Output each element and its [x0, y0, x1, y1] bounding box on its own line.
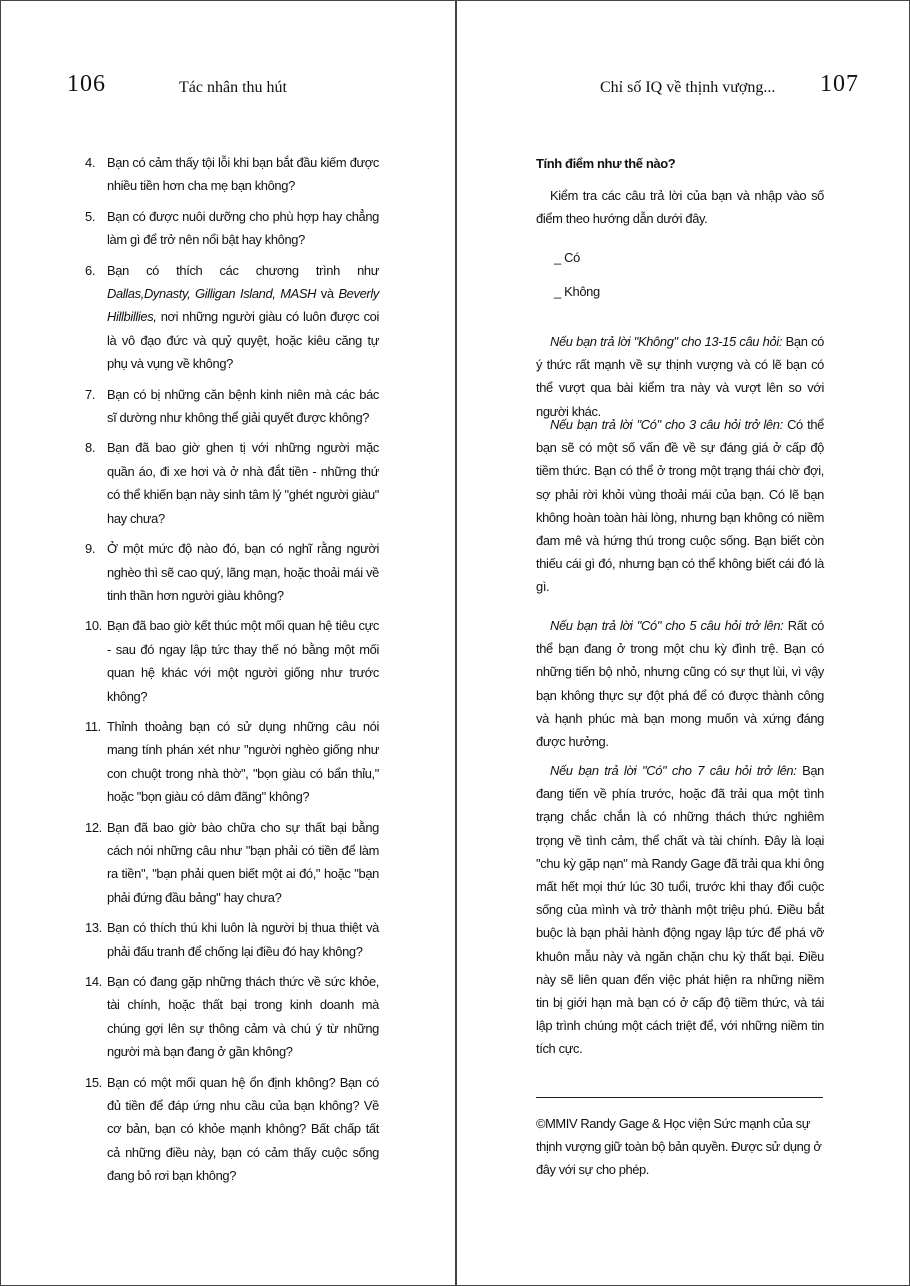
question-text: Bạn có một mối quan hệ ổn định không? Bạn có đủ tiền để đáp ứng nhu cầu của bạn không? Về cơ bản, bạn có khỏe mạnh không? Bất chấp tất cả những điều này, bạn có cảm thấy cuộc sống đang bỏ rơi bạn không? [107, 1074, 379, 1184]
result-text: Bạn có ý thức rất mạnh về sự thịnh vượng và có lẽ bạn có thể vượt qua bài kiểm tra này và vượt lên so với người khác. [536, 334, 825, 419]
show-title: Beverly Hillbillies, [107, 286, 379, 325]
question-item [85, 151, 379, 198]
question-number: 4. [85, 155, 96, 170]
question-number: 13. [85, 920, 102, 936]
question-number: 10. [85, 618, 102, 634]
instructions: Kiểm tra các câu trả lời của bạn và nhập vào số điểm theo hướng dẫn dưới đây. [536, 188, 824, 227]
question-number: 8. [85, 440, 96, 456]
question-text: Thỉnh thoảng bạn có sử dụng những câu nói mang tính phán xét như "người nghèo giống như con chuột trong nhà thờ", "bọn giàu có bẩn thỉu," hoặc "bọn giàu có dâm đãng" không? [107, 718, 379, 805]
show-titles: Dallas,Dynasty, Gilligan Island, MASH [107, 286, 317, 302]
option-no: _ Không [554, 284, 600, 299]
question-item [85, 383, 379, 430]
question-number: 12. [85, 819, 102, 835]
result-paragraph [536, 614, 824, 753]
question-item [85, 816, 379, 910]
question-item [85, 715, 379, 809]
result-text: Bạn đang tiến về phía trước, hoặc đã trải qua một tình trạng chắc chắn là có những thách thức nghiêm trọng về tình cảm, thể chất và tài chính. Đây là loại "chu kỳ gặp nạn" mà Randy Gage đã trải qua khi ông mất hết mọi thứ lúc 30 tuổi, trước khi thay đổi cuộc sống của mình và trở thành một triệu phú. Điều bắt buộc là bạn phải hành động ngay lập tức để phá vỡ khuôn mẫu này và ngăn chặn chu kỳ thất bại. Điều này sẽ liên quan đến việc phát hiện ra những niềm tin bị giới hạn mà bạn có ở cấp độ tiềm thức, và tái lập trình chúng một cách triệt để, với những niềm tin tích cực. [536, 763, 824, 1057]
footer-divider [536, 1097, 823, 1098]
question-item [85, 436, 379, 530]
question-text-after: nơi những người giàu có luôn được coi là vô đạo đức và quỷ quyệt, hoặc kiêu căng tự phụ và vụng về không? [107, 309, 379, 372]
copyright-note: ©MMIV Randy Gage & Học viện Sức mạnh của sự thịnh vượng giữ toàn bộ bản quyền. Được sử dụng ở đây với sự cho phép. [536, 1116, 822, 1177]
question-text: Bạn có thích thú khi luôn là người bị thua thiệt và phải đấu tranh để chống lại điều đó hay không? [107, 920, 379, 959]
question-text: Bạn đã bao giờ kết thúc một mối quan hệ tiêu cực - sau đó ngay lập tức thay thế nó bằng một mối quan hệ khác với một người giống như trước không? [107, 618, 379, 704]
question-list [85, 151, 379, 1195]
right-page [456, 0, 910, 1286]
question-item [85, 614, 379, 708]
question-text: Ở một mức độ nào đó, bạn có nghĩ rằng người nghèo thì sẽ cao quý, lãng mạn, hoặc thoải mái về tinh thần hơn người giàu không? [107, 541, 379, 603]
question-text: Bạn có cảm thấy tội lỗi khi bạn bắt đầu kiếm được nhiều tiền hơn cha mẹ bạn không? [107, 155, 379, 194]
result-text: Có thể bạn sẽ có một số vấn đề về sự đáng giá ở cấp độ tiềm thức. Bạn có thể ở trong một trạng thái chờ đợi, sợ phải rời khỏi vùng thoải mái của bạn. Có lẽ bạn không hoàn toàn hài lòng, nhưng bạn không có niềm đam mê và hứng thú trong cuộc sống. Bạn biết còn thiếu cái gì đó, nhưng bạn có thể không biết cái đó là gì. [536, 417, 824, 595]
running-head: Tác nhân thu hút [179, 79, 287, 96]
result-lead: Nếu bạn trả lời "Không" cho 13-15 câu hỏi: [550, 334, 783, 349]
question-number: 11. [85, 718, 101, 734]
question-number: 6. [85, 262, 96, 278]
question-text: Bạn có bị những căn bệnh kinh niên mà các bác sĩ dường như không thể giải quyết được không? [107, 386, 379, 426]
result-lead: Nếu bạn trả lời "Có" cho 7 câu hỏi trở lên: [550, 763, 797, 778]
question-number: 5. [85, 208, 96, 224]
question-item [85, 1071, 379, 1188]
running-head: Chỉ số IQ về thịnh vượng... [600, 79, 776, 96]
question-text: Bạn có được nuôi dưỡng cho phù hợp hay chẳng làm gì để trở nên nổi bật hay không? [107, 208, 379, 248]
question-item [85, 916, 379, 963]
option-yes: _ Có [554, 250, 581, 265]
question-text: Bạn có đang gặp những thách thức về sức khỏe, tài chính, hoặc thất bại trong kinh doanh mà chúng gợi lên sự thông cảm và chú ý từ những người mà bạn đang ở gần không? [107, 974, 379, 1060]
question-item [85, 205, 379, 252]
question-number: 15. [85, 1074, 102, 1090]
result-paragraph [536, 413, 824, 599]
result-lead: Nếu bạn trả lời "Có" cho 5 câu hỏi trở lên: [550, 618, 784, 633]
page-number: 106 [67, 71, 106, 97]
question-text-before: Bạn có thích các chương trình như [107, 262, 379, 278]
section-heading: Tính điểm như thế nào? [536, 156, 676, 171]
question-text: Bạn đã bao giờ bào chữa cho sự thất bại bằng cách nói những câu như "bạn phải có tiền để làm ra tiền", "bạn phải quen biết một ai đó," hoặc "bạn phải đứng đầu bảng" hay chưa? [107, 819, 379, 905]
question-item [85, 537, 379, 607]
question-number: 7. [85, 386, 96, 402]
question-text-mid: và [316, 286, 339, 302]
result-paragraph [536, 759, 824, 1061]
question-text: Bạn đã bao giờ ghen tị với những người mặc quần áo, đi xe hơi và ở nhà đắt tiền - những thứ có thể khiến bạn này sinh tâm lý "ghét người giàu" hay chưa? [107, 440, 379, 526]
question-number: 9. [85, 541, 96, 557]
result-lead: Nếu bạn trả lời "Có" cho 3 câu hỏi trở lên: [550, 417, 783, 432]
question-item [85, 259, 379, 376]
result-paragraph [536, 330, 824, 423]
page-number: 107 [820, 71, 859, 97]
question-number: 14. [85, 974, 102, 989]
question-item [85, 970, 379, 1064]
result-text: Rất có thể bạn đang ở trong một chu kỳ đình trệ. Bạn có những tiến bộ nhỏ, nhưng cũng có sự thụt lùi, vì vậy bạn không thực sự đột phá để có được thành công và hạnh phúc mà bạn mong muốn và xứng đáng được hưởng. [536, 618, 824, 750]
